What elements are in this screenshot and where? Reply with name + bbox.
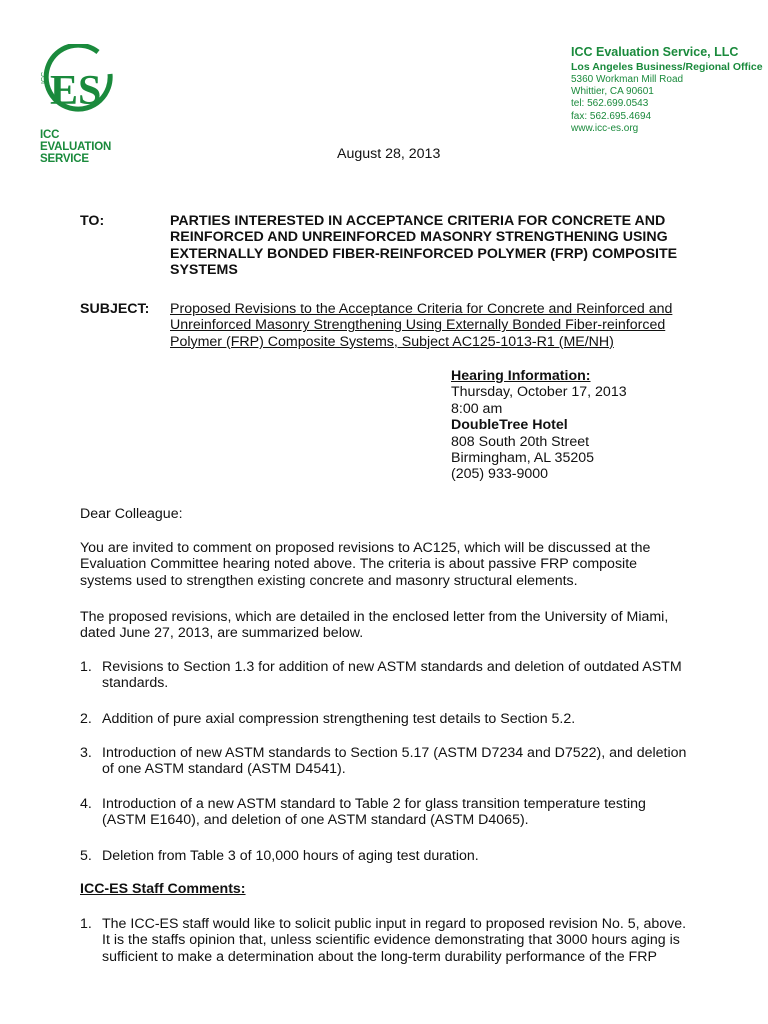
hearing-venue: DoubleTree Hotel xyxy=(451,417,568,434)
hearing-phone: (205) 933-9000 xyxy=(451,466,549,483)
phone-line: tel: 562.699.0543 xyxy=(571,98,649,110)
address-line: Whittier, CA 90601 xyxy=(571,86,654,98)
paragraph-line: systems used to strengthen existing concrete and masonry structural elements. xyxy=(80,572,578,589)
letter-date: August 28, 2013 xyxy=(337,146,441,162)
office-address-block xyxy=(571,44,763,135)
subject-label: SUBJECT: xyxy=(80,301,150,317)
subject-line: Proposed Revisions to the Acceptance Criteria for Concrete and Reinforced and xyxy=(170,301,673,317)
subject-text xyxy=(170,301,710,350)
list-line: Addition of pure axial compression strengthening test details to Section 5.2. xyxy=(102,711,576,727)
list-number: 3. xyxy=(80,745,92,761)
list-number: 1. xyxy=(80,659,92,675)
logo-letters: ES xyxy=(50,68,102,114)
office-company-name: ICC Evaluation Service, LLC xyxy=(571,45,739,59)
list-line: Revisions to Section 1.3 for addition of new ASTM standards and deletion of outdated ASTM xyxy=(102,659,682,675)
paragraph-line: dated June 27, 2013, are summarized below. xyxy=(80,625,364,642)
list-line: Introduction of a new ASTM standard to Table 2 for glass transition temperature testing xyxy=(102,796,646,812)
hearing-information xyxy=(451,368,627,483)
hearing-city: Birmingham, AL 35205 xyxy=(451,450,595,467)
to-recipients xyxy=(170,213,710,279)
list-line: Deletion from Table 3 of 10,000 hours of aging test duration. xyxy=(102,848,479,864)
list-line: It is the staffs opinion that, unless scientific evidence demonstrating that 3000 hours aging is xyxy=(102,932,680,949)
to-line: PARTIES INTERESTED IN ACCEPTANCE CRITERIA FOR CONCRETE AND xyxy=(170,213,666,229)
subject-line: Polymer (FRP) Composite Systems, Subject AC125-1013-R1 (ME/NH) xyxy=(170,333,614,350)
list-number: 1. xyxy=(80,916,92,932)
to-line: EXTERNALLY BONDED FIBER-REINFORCED POLYMER (FRP) COMPOSITE xyxy=(170,245,678,262)
office-subtitle: Los Angeles Business/Regional Office xyxy=(571,61,763,73)
to-line: REINFORCED AND UNREINFORCED MASONRY STRENGTHENING USING xyxy=(170,229,668,246)
list-line: sufficient to make a determination about the long-term durability performance of the FRP xyxy=(102,948,657,965)
logo-caption-line-1: ICC EVALUATION xyxy=(40,129,112,153)
list-number: 5. xyxy=(80,848,92,864)
to-line: SYSTEMS xyxy=(170,262,238,279)
hearing-heading: Hearing Information: xyxy=(451,368,591,384)
to-label: TO: xyxy=(80,213,105,229)
logo-side-text: ICC xyxy=(41,71,48,84)
paragraph-line: The proposed revisions, which are detailed in the enclosed letter from the University of Miami, xyxy=(80,609,669,625)
address-line: 5360 Workman Mill Road xyxy=(571,74,684,85)
intro-paragraph xyxy=(80,540,690,589)
summary-paragraph xyxy=(80,609,690,642)
staff-comments-heading: ICC-ES Staff Comments: xyxy=(80,881,246,897)
salutation: Dear Colleague: xyxy=(80,506,183,522)
list-line: standards. xyxy=(102,675,169,692)
subject-line: Unreinforced Masonry Strengthening Using Externally Bonded Fiber-reinforced xyxy=(170,317,666,334)
logo-emblem-icon xyxy=(40,44,120,124)
list-line: Introduction of new ASTM standards to Section 5.17 (ASTM D7234 and D7522), and deletion xyxy=(102,745,687,761)
hearing-time: 8:00 am xyxy=(451,400,503,417)
website-line: www.icc-es.org xyxy=(571,122,639,134)
paragraph-line: You are invited to comment on proposed revisions to AC125, which will be discussed at the xyxy=(80,540,651,556)
list-line: of one ASTM standard (ASTM D4541). xyxy=(102,761,346,778)
logo-caption-line-2: SERVICE xyxy=(40,153,89,165)
fax-line: fax: 562.695.4694 xyxy=(571,110,652,122)
icc-es-logo xyxy=(40,44,120,165)
list-number: 2. xyxy=(80,711,92,727)
hearing-day: Thursday, October 17, 2013 xyxy=(451,384,627,401)
list-number: 4. xyxy=(80,796,92,812)
list-line: (ASTM E1640), and deletion of one ASTM standard (ASTM D4065). xyxy=(102,812,529,829)
list-line: The ICC-ES staff would like to solicit public input in regard to proposed revision No. 5, above. xyxy=(102,916,687,932)
hearing-street: 808 South 20th Street xyxy=(451,433,590,450)
paragraph-line: Evaluation Committee hearing noted above. The criteria is about passive FRP composite xyxy=(80,556,638,573)
